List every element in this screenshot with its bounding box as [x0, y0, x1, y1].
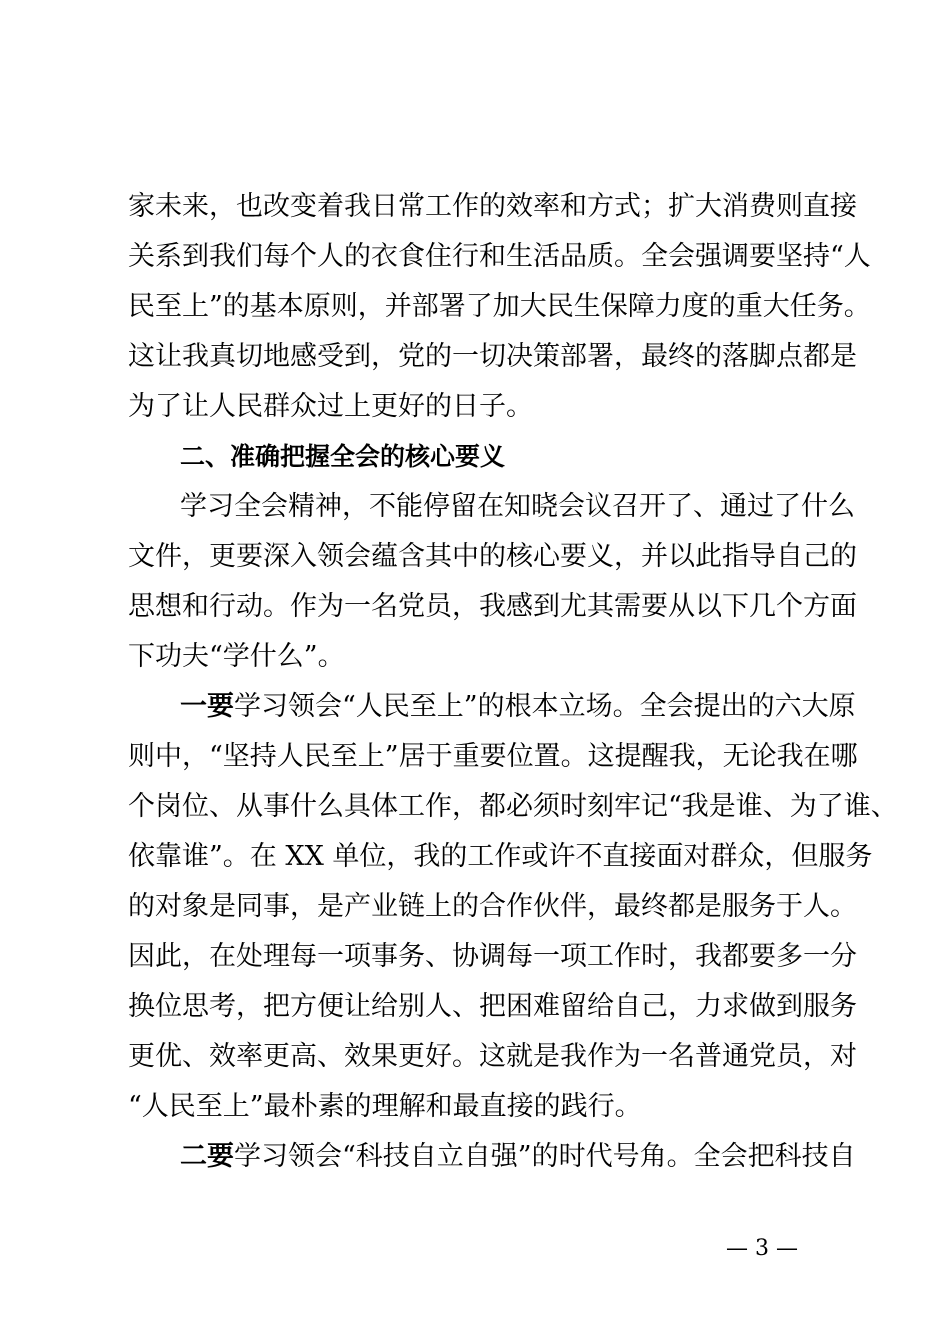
text-line: 换位思考，把方便让给别人、把困难留给自己，力求做到服务 — [128, 991, 857, 1022]
paragraph-first-line — [128, 1132, 856, 1182]
text-line: 为了让人民群众过上更好的日子。 — [128, 391, 533, 422]
text-line: 依靠谁”。在 XX 单位，我的工作或许不直接面对群众，但服务 — [128, 841, 873, 872]
text-line: 个岗位、从事什么具体工作，都必须时刻牢记“我是谁、为了谁、 — [128, 791, 898, 822]
document-body — [128, 182, 898, 1182]
paragraph-lead: 二要 — [180, 1141, 234, 1172]
page-number: — 3 — — [726, 1236, 798, 1261]
text-line: 学习全会精神，不能停留在知晓会议召开了、通过了什么 — [180, 491, 855, 522]
text-line: 民至上”的基本原则，并部署了加大民生保障力度的重大任务。 — [128, 291, 871, 322]
text-line: 这让我真切地感受到，党的一切决策部署，最终的落脚点都是 — [128, 341, 857, 372]
text-line: 更优、效率更高、效果更好。这就是我作为一名普通党员，对 — [128, 1041, 857, 1072]
paragraph-text: 学习领会“科技自立自强”的时代号角。全会把科技自 — [234, 1141, 856, 1172]
text-line: 思想和行动。作为一名党员，我感到尤其需要从以下几个方面 — [128, 591, 857, 622]
paragraph-text: 学习领会“人民至上”的根本立场。全会提出的六大原 — [234, 691, 856, 722]
text-line: 文件，更要深入领会蕴含其中的核心要义，并以此指导自己的 — [128, 541, 857, 572]
paragraph-first-line — [128, 682, 856, 732]
section-heading: 二、准确把握全会的核心要义 — [180, 442, 506, 471]
text-line: 关系到我们每个人的衣食住行和生活品质。全会强调要坚持“人 — [128, 241, 871, 272]
text-line: 下功夫“学什么”。 — [128, 641, 345, 672]
text-line: “人民至上”最朴素的理解和最直接的践行。 — [128, 1091, 642, 1122]
text-line: 的对象是同事，是产业链上的合作伙伴，最终都是服务于人。 — [128, 891, 857, 922]
paragraph-lead: 一要 — [180, 691, 234, 722]
text-line: 则中，“坚持人民至上”居于重要位置。这提醒我，无论我在哪 — [128, 741, 858, 772]
text-line: 家未来，也改变着我日常工作的效率和方式；扩大消费则直接 — [128, 191, 857, 222]
text-line: 因此，在处理每一项事务、协调每一项工作时，我都要多一分 — [128, 941, 857, 972]
